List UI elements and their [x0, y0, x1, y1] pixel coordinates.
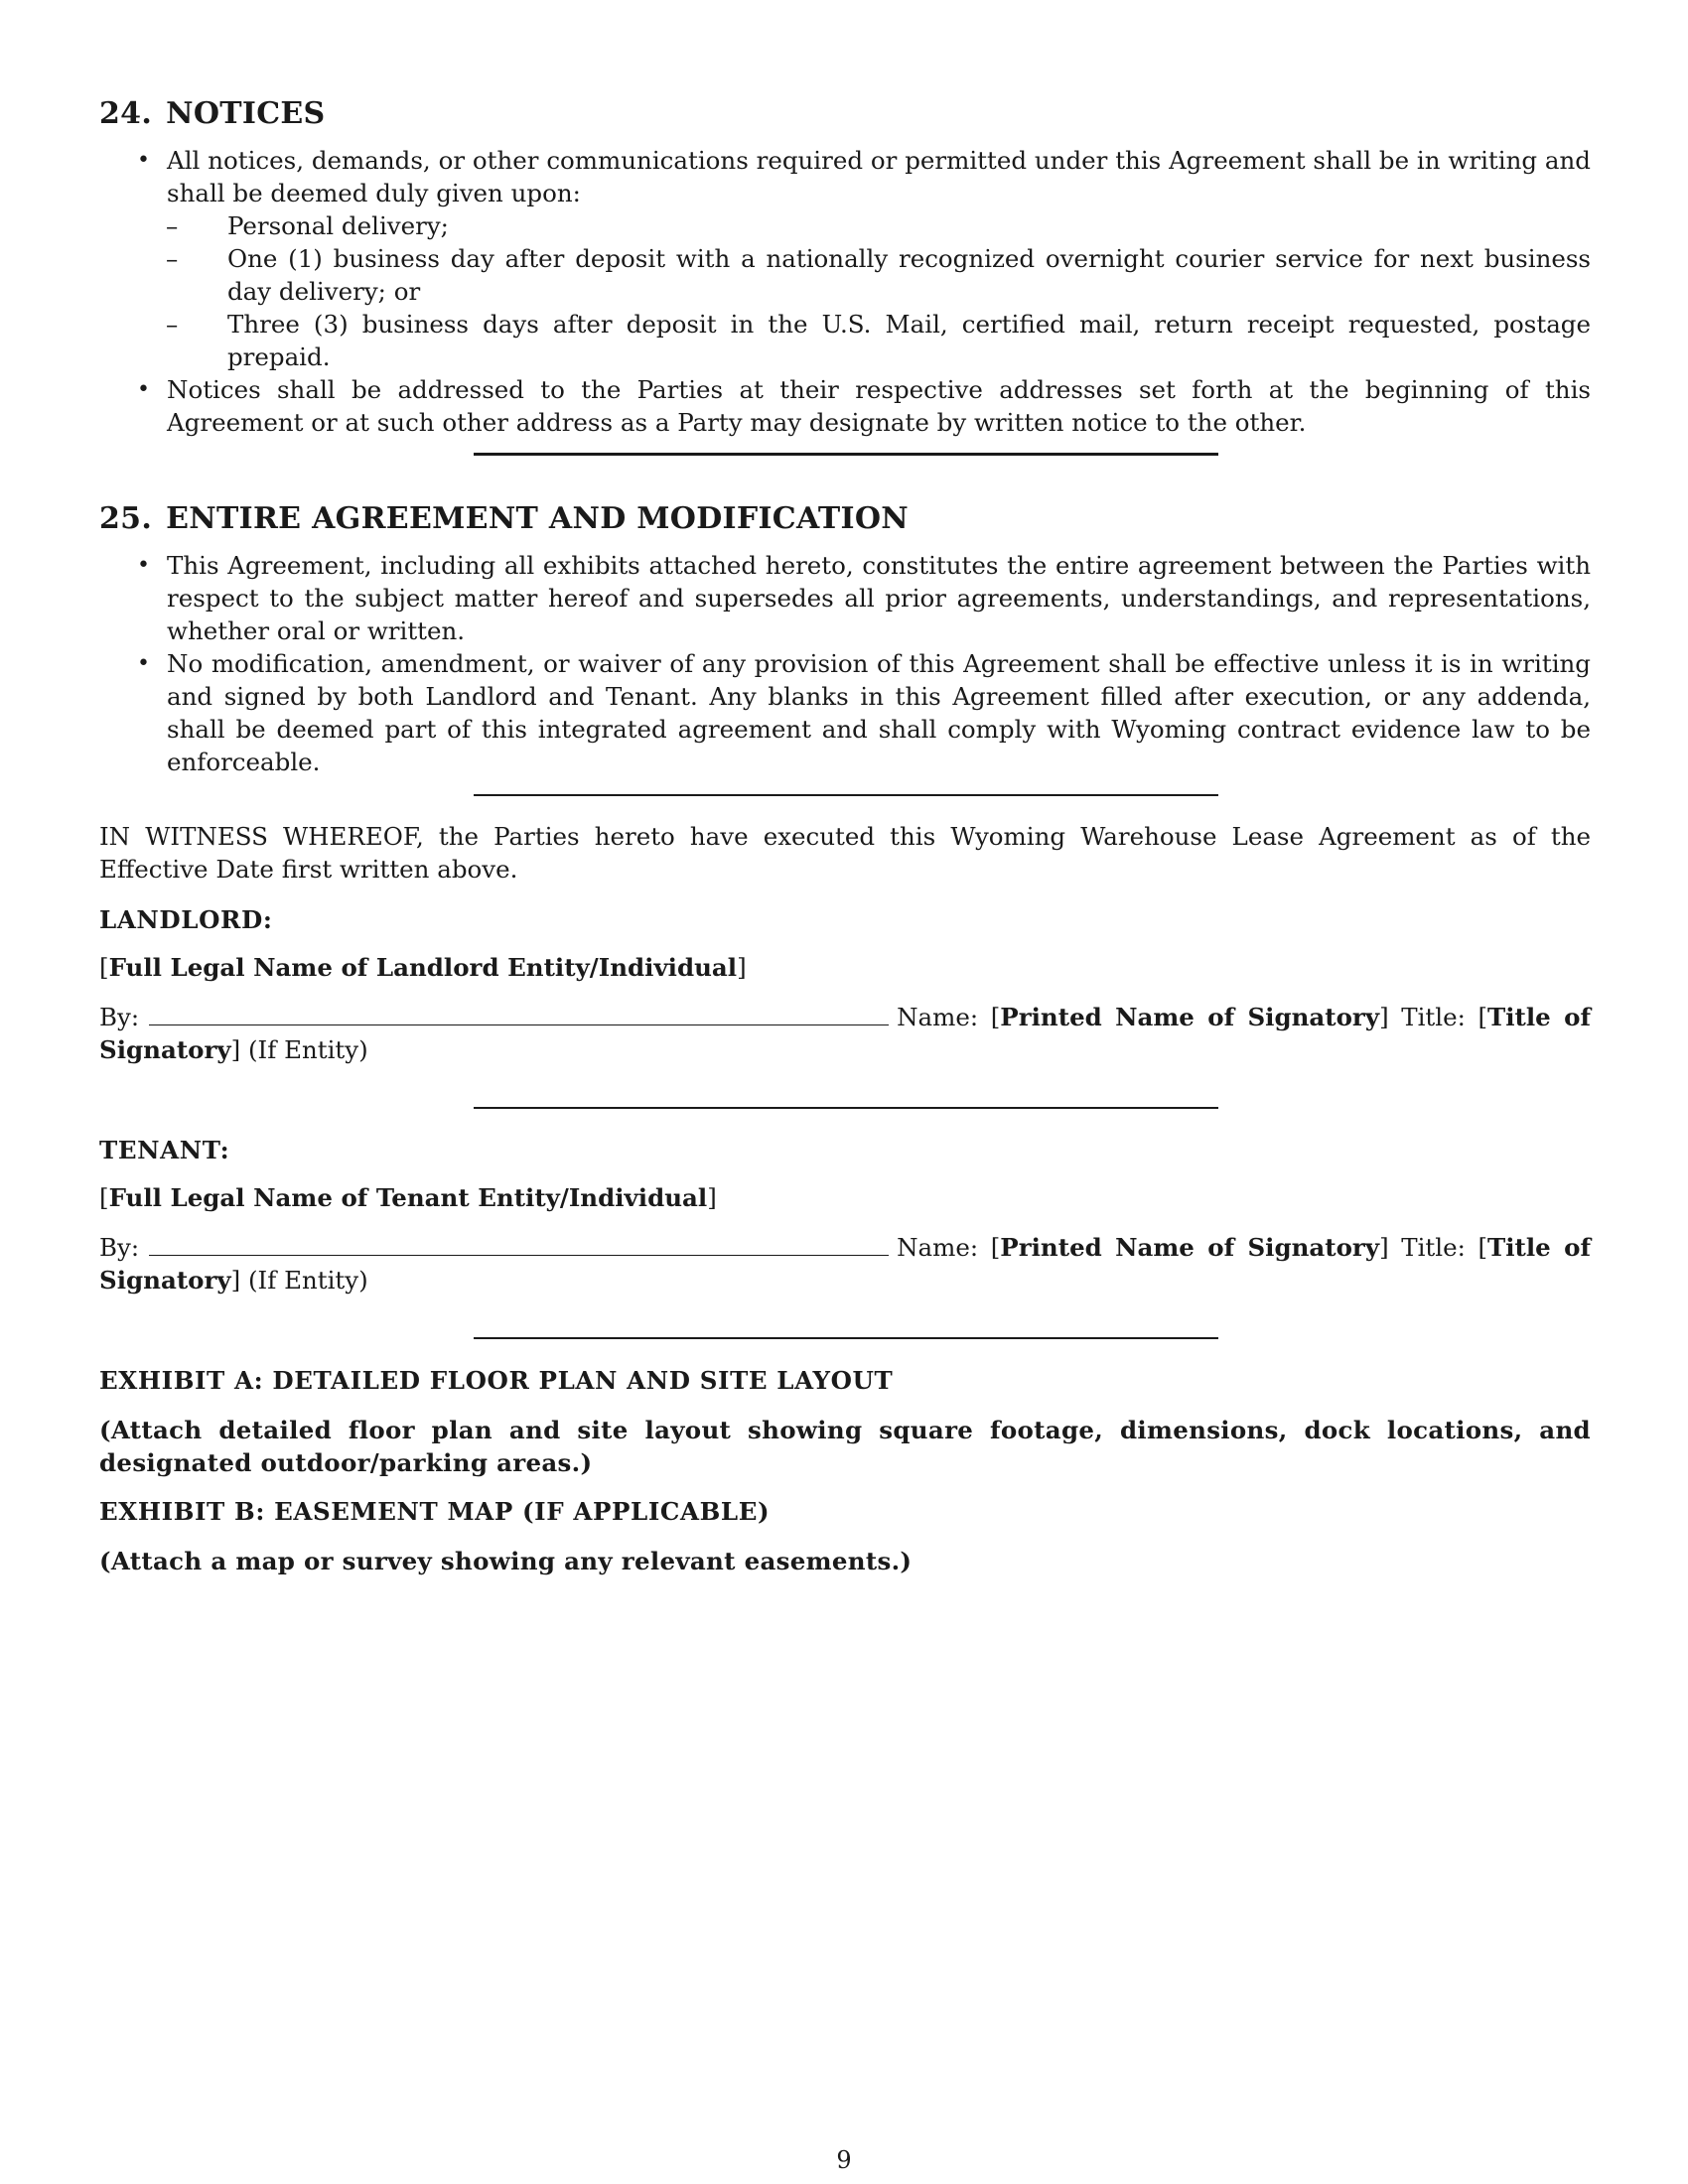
modification-text: No modification, amendment, or waiver of any provision of this Agreement shall be effective unless it is in writing and signed by both Landlord and Tenant. Any blanks in this Agreement filled after execution, or any addenda, shall be deemed part of this integrated agreement and shall comply with Wyoming contract evidence law to be enforceable.: [167, 649, 1591, 776]
section-24: [99, 94, 1591, 439]
bullet-icon: •: [137, 377, 150, 402]
bracket: ]: [707, 1183, 717, 1212]
section-25-heading: [99, 499, 1591, 539]
if-entity-note: (If Entity): [247, 1035, 368, 1064]
sub-list-item: [166, 308, 1591, 373]
tenant-name-line: [99, 1181, 1591, 1214]
tenant-label: TENANT:: [99, 1136, 230, 1164]
title-placeholder-cont: Signatory: [99, 1266, 231, 1295]
bracket: ]: [737, 953, 747, 982]
list-item: [99, 549, 1591, 647]
dash-icon: –: [166, 211, 179, 240]
notice-address-text: Notices shall be addressed to the Parties at their respective addresses set forth at the beginning of this Agreement or at such other address as a Party may designate by written notice to the other.: [167, 375, 1591, 437]
witness-clause: IN WITNESS WHEREOF, the Parties hereto have executed this Wyoming Warehouse Lease Agreement as of the Effective Date first written above.: [99, 822, 1591, 884]
page-number: 9: [836, 2146, 852, 2174]
list-item: [99, 647, 1591, 778]
delivery-methods-list: [167, 209, 1591, 373]
exhibit-b-note: (Attach a map or survey showing any relevant easements.): [99, 1547, 913, 1575]
bracket: [: [99, 953, 109, 982]
list-item: [99, 144, 1591, 373]
title-placeholder: Title of: [1487, 1233, 1591, 1262]
sub-item-text: Three (3) business days after deposit in the U.S. Mail, certified mail, return receipt requested, postage prepaid.: [227, 310, 1591, 371]
bracket: [: [99, 1183, 109, 1212]
sub-list-item: [166, 209, 1591, 242]
bullet-icon: •: [137, 651, 150, 676]
exhibit-b-title: EXHIBIT B: EASEMENT MAP (IF APPLICABLE): [99, 1497, 771, 1526]
sub-item-text: Personal delivery;: [227, 211, 449, 240]
if-entity-note: (If Entity): [247, 1266, 368, 1295]
list-item: [99, 373, 1591, 439]
signature-divider: [474, 1337, 1218, 1339]
by-label: By:: [99, 1003, 140, 1031]
tenant-full-name: Full Legal Name of Tenant Entity/Individual: [108, 1183, 708, 1212]
section-title: NOTICES: [166, 96, 326, 131]
section-number: 25.: [99, 501, 153, 536]
title-placeholder: Title of: [1487, 1003, 1591, 1031]
tenant-signature-block: By: Name: [Printed Name of Signatory] Title: [Title of Signatory] (If Entity): [99, 1233, 1591, 1295]
landlord-signature-block: By: Name: [Printed Name of Signatory] Title: [Title of Signatory] (If Entity): [99, 1003, 1591, 1064]
section-title: ENTIRE AGREEMENT AND MODIFICATION: [166, 501, 910, 536]
exhibit-a-note: (Attach detailed floor plan and site layout showing square footage, dimensions, dock locations, and designated outdoor/parking areas.): [99, 1416, 1591, 1477]
landlord-label: LANDLORD:: [99, 905, 273, 934]
section-24-heading: [99, 94, 1591, 134]
signature-divider: [474, 1107, 1218, 1109]
notice-intro: All notices, demands, or other communications required or permitted under this Agreement shall be in writing and shall be deemed duly given upon:: [167, 146, 1591, 207]
section-number: 24.: [99, 96, 153, 131]
bullet-icon: •: [137, 148, 150, 173]
title-placeholder-cont: Signatory: [99, 1035, 231, 1064]
title-label: Title:: [1401, 1233, 1466, 1262]
sub-item-text: One (1) business day after deposit with a nationally recognized overnight courier service for next business day delivery; or: [227, 244, 1591, 306]
section-divider: [474, 453, 1218, 456]
bullet-icon: •: [137, 553, 150, 578]
section-24-list: [99, 144, 1591, 439]
printed-name-placeholder: Printed Name of Signatory: [1000, 1233, 1380, 1262]
dash-icon: –: [166, 244, 179, 273]
landlord-name-line: [99, 951, 1591, 984]
section-25-list: [99, 549, 1591, 778]
sub-list-item: [166, 242, 1591, 308]
entire-agreement-text: This Agreement, including all exhibits attached hereto, constitutes the entire agreement between the Parties with respect to the subject matter hereof and supersedes all prior agreements, understandings, and representations, whether oral or written.: [167, 551, 1591, 645]
dash-icon: –: [166, 310, 179, 339]
by-label: By:: [99, 1233, 140, 1262]
title-label: Title:: [1401, 1003, 1466, 1031]
landlord-signature-line[interactable]: [149, 1001, 889, 1025]
exhibit-a-title: EXHIBIT A: DETAILED FLOOR PLAN AND SITE LAYOUT: [99, 1366, 894, 1395]
printed-name-placeholder: Printed Name of Signatory: [1000, 1003, 1380, 1031]
section-25: [99, 499, 1591, 778]
name-label: Name:: [897, 1003, 979, 1031]
section-divider: [474, 794, 1218, 796]
tenant-signature-line[interactable]: [149, 1231, 889, 1256]
name-label: Name:: [897, 1233, 979, 1262]
landlord-full-name: Full Legal Name of Landlord Entity/Individual: [108, 953, 738, 982]
